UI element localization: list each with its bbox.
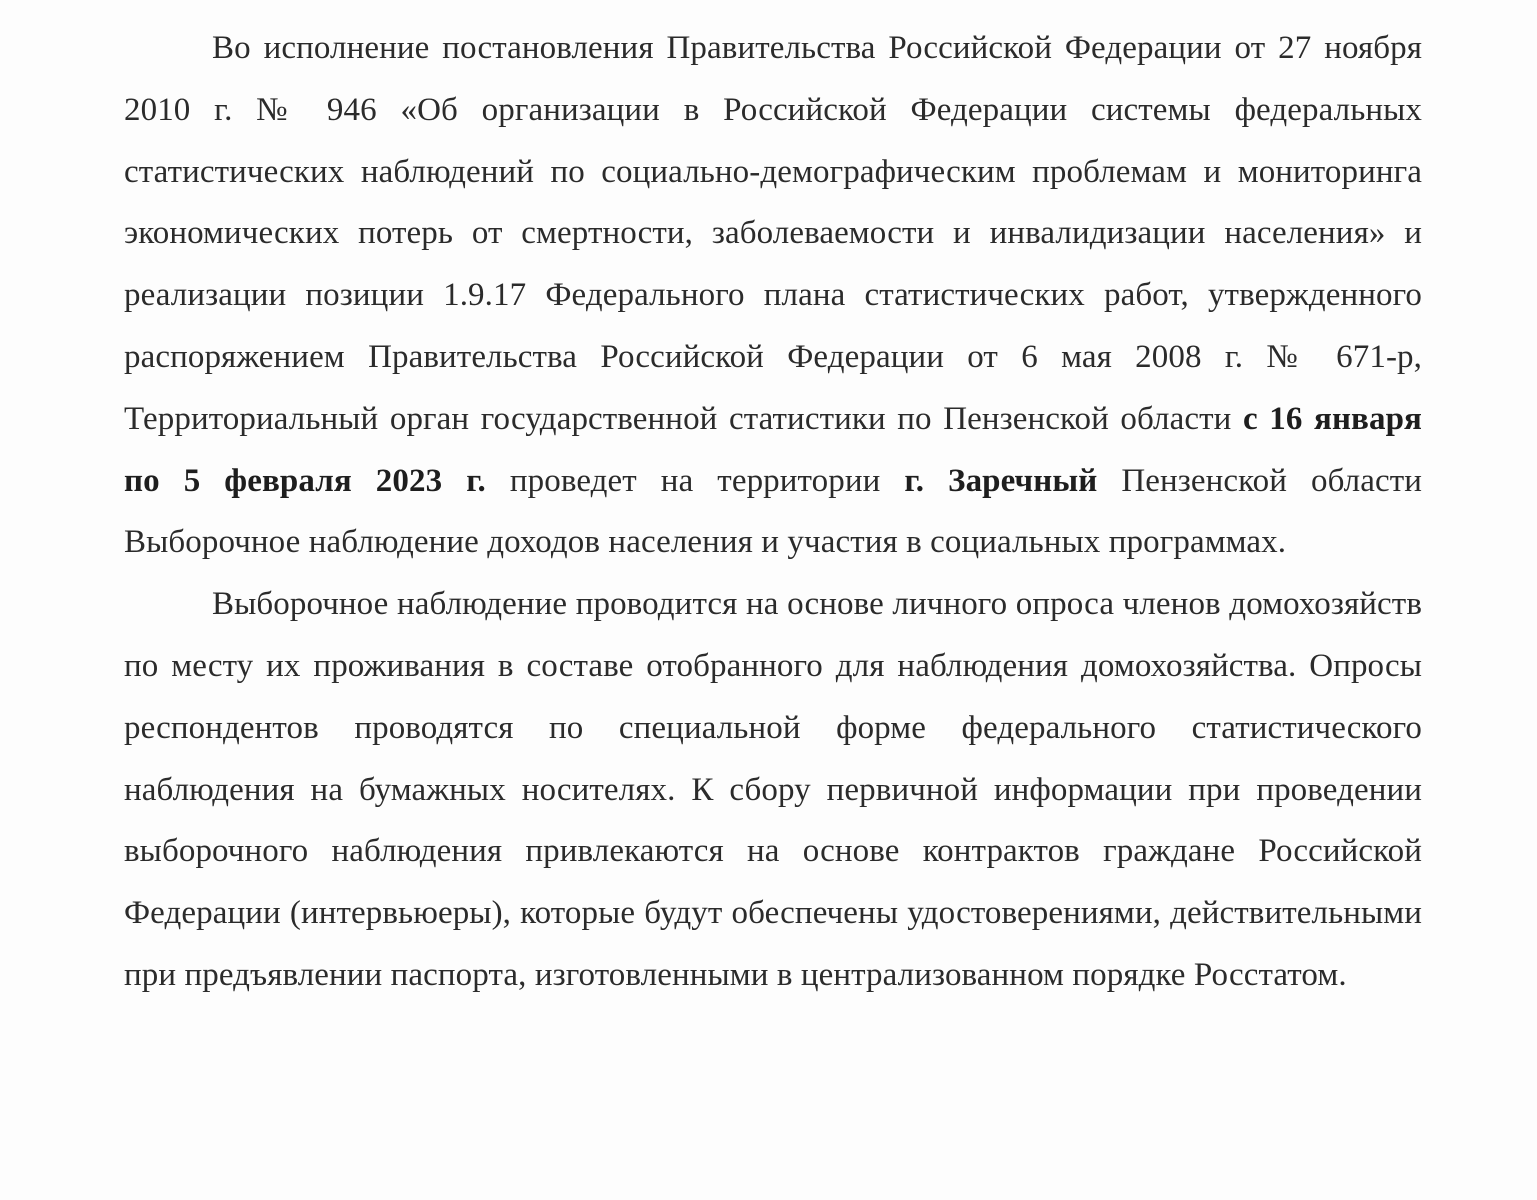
paragraph-survey-method: Выборочное наблюдение проводится на основе личного опроса членов домохозяйств по месту их проживания в составе отобранного для наблюдения домохозяйства. Опросы респондентов проводятся по специальной форме федерального статистического наблюдения на бумажных носителях. К сбору первичной информации при проведении выборочного наблюдения привлекаются на основе контрактов граждане Российской Федерации (интервьюеры), которые будут обеспечены удостоверениями, действительными при предъявлении паспорта, изготовленными в централизованном порядке Росстатом. xyxy=(124,586,1422,993)
paragraph-survey-announcement xyxy=(124,18,1422,574)
survey-city: г. Заречный xyxy=(904,462,1098,499)
survey-dates: с 16 января по 5 февраля 2023 г. xyxy=(124,400,1422,499)
paragraph1-text-part3: Пензенской области Выборочное наблюдение доходов населения и участия в социальных программах. xyxy=(124,462,1422,561)
paragraph1-text-part2: проведет на территории xyxy=(485,462,905,499)
paragraph1-text-part1: Во исполнение постановления Правительства Российской Федерации от 27 ноября 2010 г. № 946 «Об организации в Российской Федерации системы федеральных статистических наблюдений по социально-демографическим проблемам и мониторинга экономических потерь от смертности, заболеваемости и инвалидизации населения» и реализации позиции 1.9.17 Федерального плана статистических работ, утвержденного распоряжением Правительства Российской Федерации от 6 мая 2008 г. № 671-р, Территориальный орган государственной статистики по Пензенской области xyxy=(124,30,1422,437)
document-body xyxy=(124,18,1422,1007)
